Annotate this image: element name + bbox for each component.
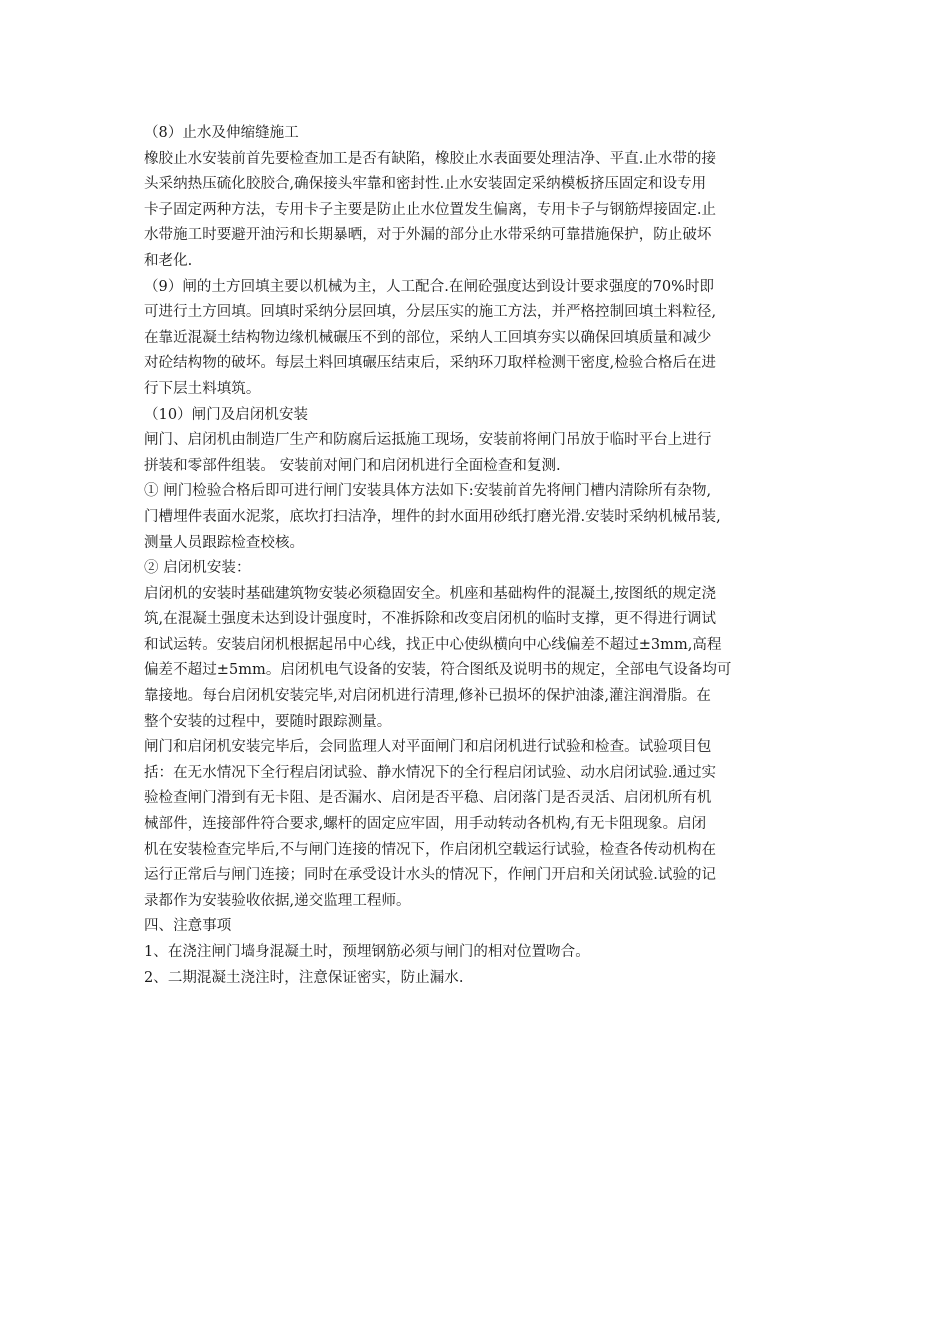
text-line: 可进行土方回填。回填时采纳分层回填，分层压实的施工方法，并严格控制回填土料粒径, bbox=[144, 304, 717, 321]
text-line: 四、注意事项 bbox=[144, 918, 232, 935]
document-body bbox=[144, 121, 820, 991]
text-line: 筑,在混凝土强度未达到设计强度时，不准拆除和改变启闭机的临时支撑，更不得进行调试 bbox=[144, 611, 717, 628]
text-line: 和试运转。安装启闭机根据起吊中心线，找正中心使纵横向中心线偏差不超过±3mm,高程 bbox=[144, 636, 722, 653]
text-line: 靠接地。每台启闭机安装完毕,对启闭机进行清理,修补已损坏的保护油漆,灌注润滑脂。在 bbox=[144, 688, 711, 705]
text-line: 启闭机的安装时基础建筑物安装必须稳固安全。机座和基础构件的混凝土,按图纸的规定浇 bbox=[144, 585, 717, 602]
text-line: 2、二期混凝土浇注时，注意保证密实，防止漏水. bbox=[144, 969, 464, 986]
text-line: 水带施工时要避开油污和长期暴晒，对于外漏的部分止水带采纳可靠措施保护，防止破坏 bbox=[144, 227, 712, 244]
text-line: （8）止水及伸缩缝施工 bbox=[144, 125, 299, 141]
text-line: （10）闸门及启闭机安装 bbox=[144, 406, 309, 423]
text-line: 行下层土料填筑。 bbox=[144, 380, 261, 397]
text-line: 拼装和零部件组装。 安装前对闸门和启闭机进行全面检查和复测. bbox=[144, 457, 561, 474]
text-line: 和老化. bbox=[144, 252, 193, 269]
text-line: 机在安装检查完毕后,不与闸门连接的情况下，作启闭机空载运行试验，检查各传动机构在 bbox=[144, 841, 717, 858]
text-line: 橡胶止水安装前首先要检查加工是否有缺陷，橡胶止水表面要处理洁净、平直.止水带的接 bbox=[144, 150, 717, 167]
text-line: 括：在无水情况下全行程启闭试验、静水情况下的全行程启闭试验、动水启闭试验.通过实 bbox=[144, 764, 717, 781]
text-line: ① 闸门检验合格后即可进行闸门安装具体方法如下:安装前首先将闸门槽内清除所有杂物, bbox=[144, 483, 712, 500]
text-line: 闸门和启闭机安装完毕后，会同监理人对平面闸门和启闭机进行试验和检查。试验项目包 bbox=[144, 739, 712, 756]
text-line: 对砼结构物的破坏。每层土料回填碾压结束后，采纳环刀取样检测干密度,检验合格后在进 bbox=[144, 355, 717, 372]
text-line: 在靠近混凝土结构物边缘机械碾压不到的部位，采纳人工回填夯实以确保回填质量和减少 bbox=[144, 329, 712, 346]
text-line: 录都作为安装验收依据,递交监理工程师。 bbox=[144, 892, 411, 909]
text-line: 验检查闸门滑到有无卡阻、是否漏水、启闭是否平稳、启闭落门是否灵活、启闭机所有机 bbox=[144, 790, 712, 807]
text-line: 测量人员跟踪检查校核。 bbox=[144, 534, 305, 551]
text-line: 1、在浇注闸门墙身混凝土时，预埋钢筋必须与闸门的相对位置吻合。 bbox=[144, 944, 590, 960]
text-line: 械部件，连接部件符合要求,螺杆的固定应牢固，用手动转动各机构,有无卡阻现象。启闭 bbox=[144, 816, 707, 833]
text-line: 头采纳热压硫化胶胶合,确保接头牢靠和密封性.止水安装固定采纳模板挤压固定和设专用 bbox=[144, 176, 707, 193]
text-line: ② 启闭机安装： bbox=[144, 560, 251, 577]
text-line: 闸门、启闭机由制造厂生产和防腐后运抵施工现场，安装前将闸门吊放于临时平台上进行 bbox=[144, 432, 712, 449]
text-line: 偏差不超过±5mm。启闭机电气设备的安装，符合图纸及说明书的规定，全部电气设备均可 bbox=[144, 662, 732, 679]
text-line: 运行正常后与闸门连接；同时在承受设计水头的情况下，作闸门开启和关闭试验.试验的记 bbox=[144, 867, 717, 884]
text-line: 门槽埋件表面水泥浆，底坎打扫洁净，埋件的封水面用砂纸打磨光滑.安装时采纳机械吊装, bbox=[144, 508, 721, 525]
text-line: 整个安装的过程中，要随时跟踪测量。 bbox=[144, 713, 392, 730]
text-line: （9）闸的土方回填主要以机械为主，人工配合.在闸砼强度达到设计要求强度的70%时即 bbox=[144, 278, 715, 295]
text-line: 卡子固定两种方法，专用卡子主要是防止止水位置发生偏离，专用卡子与钢筋焊接固定.止 bbox=[144, 201, 717, 218]
